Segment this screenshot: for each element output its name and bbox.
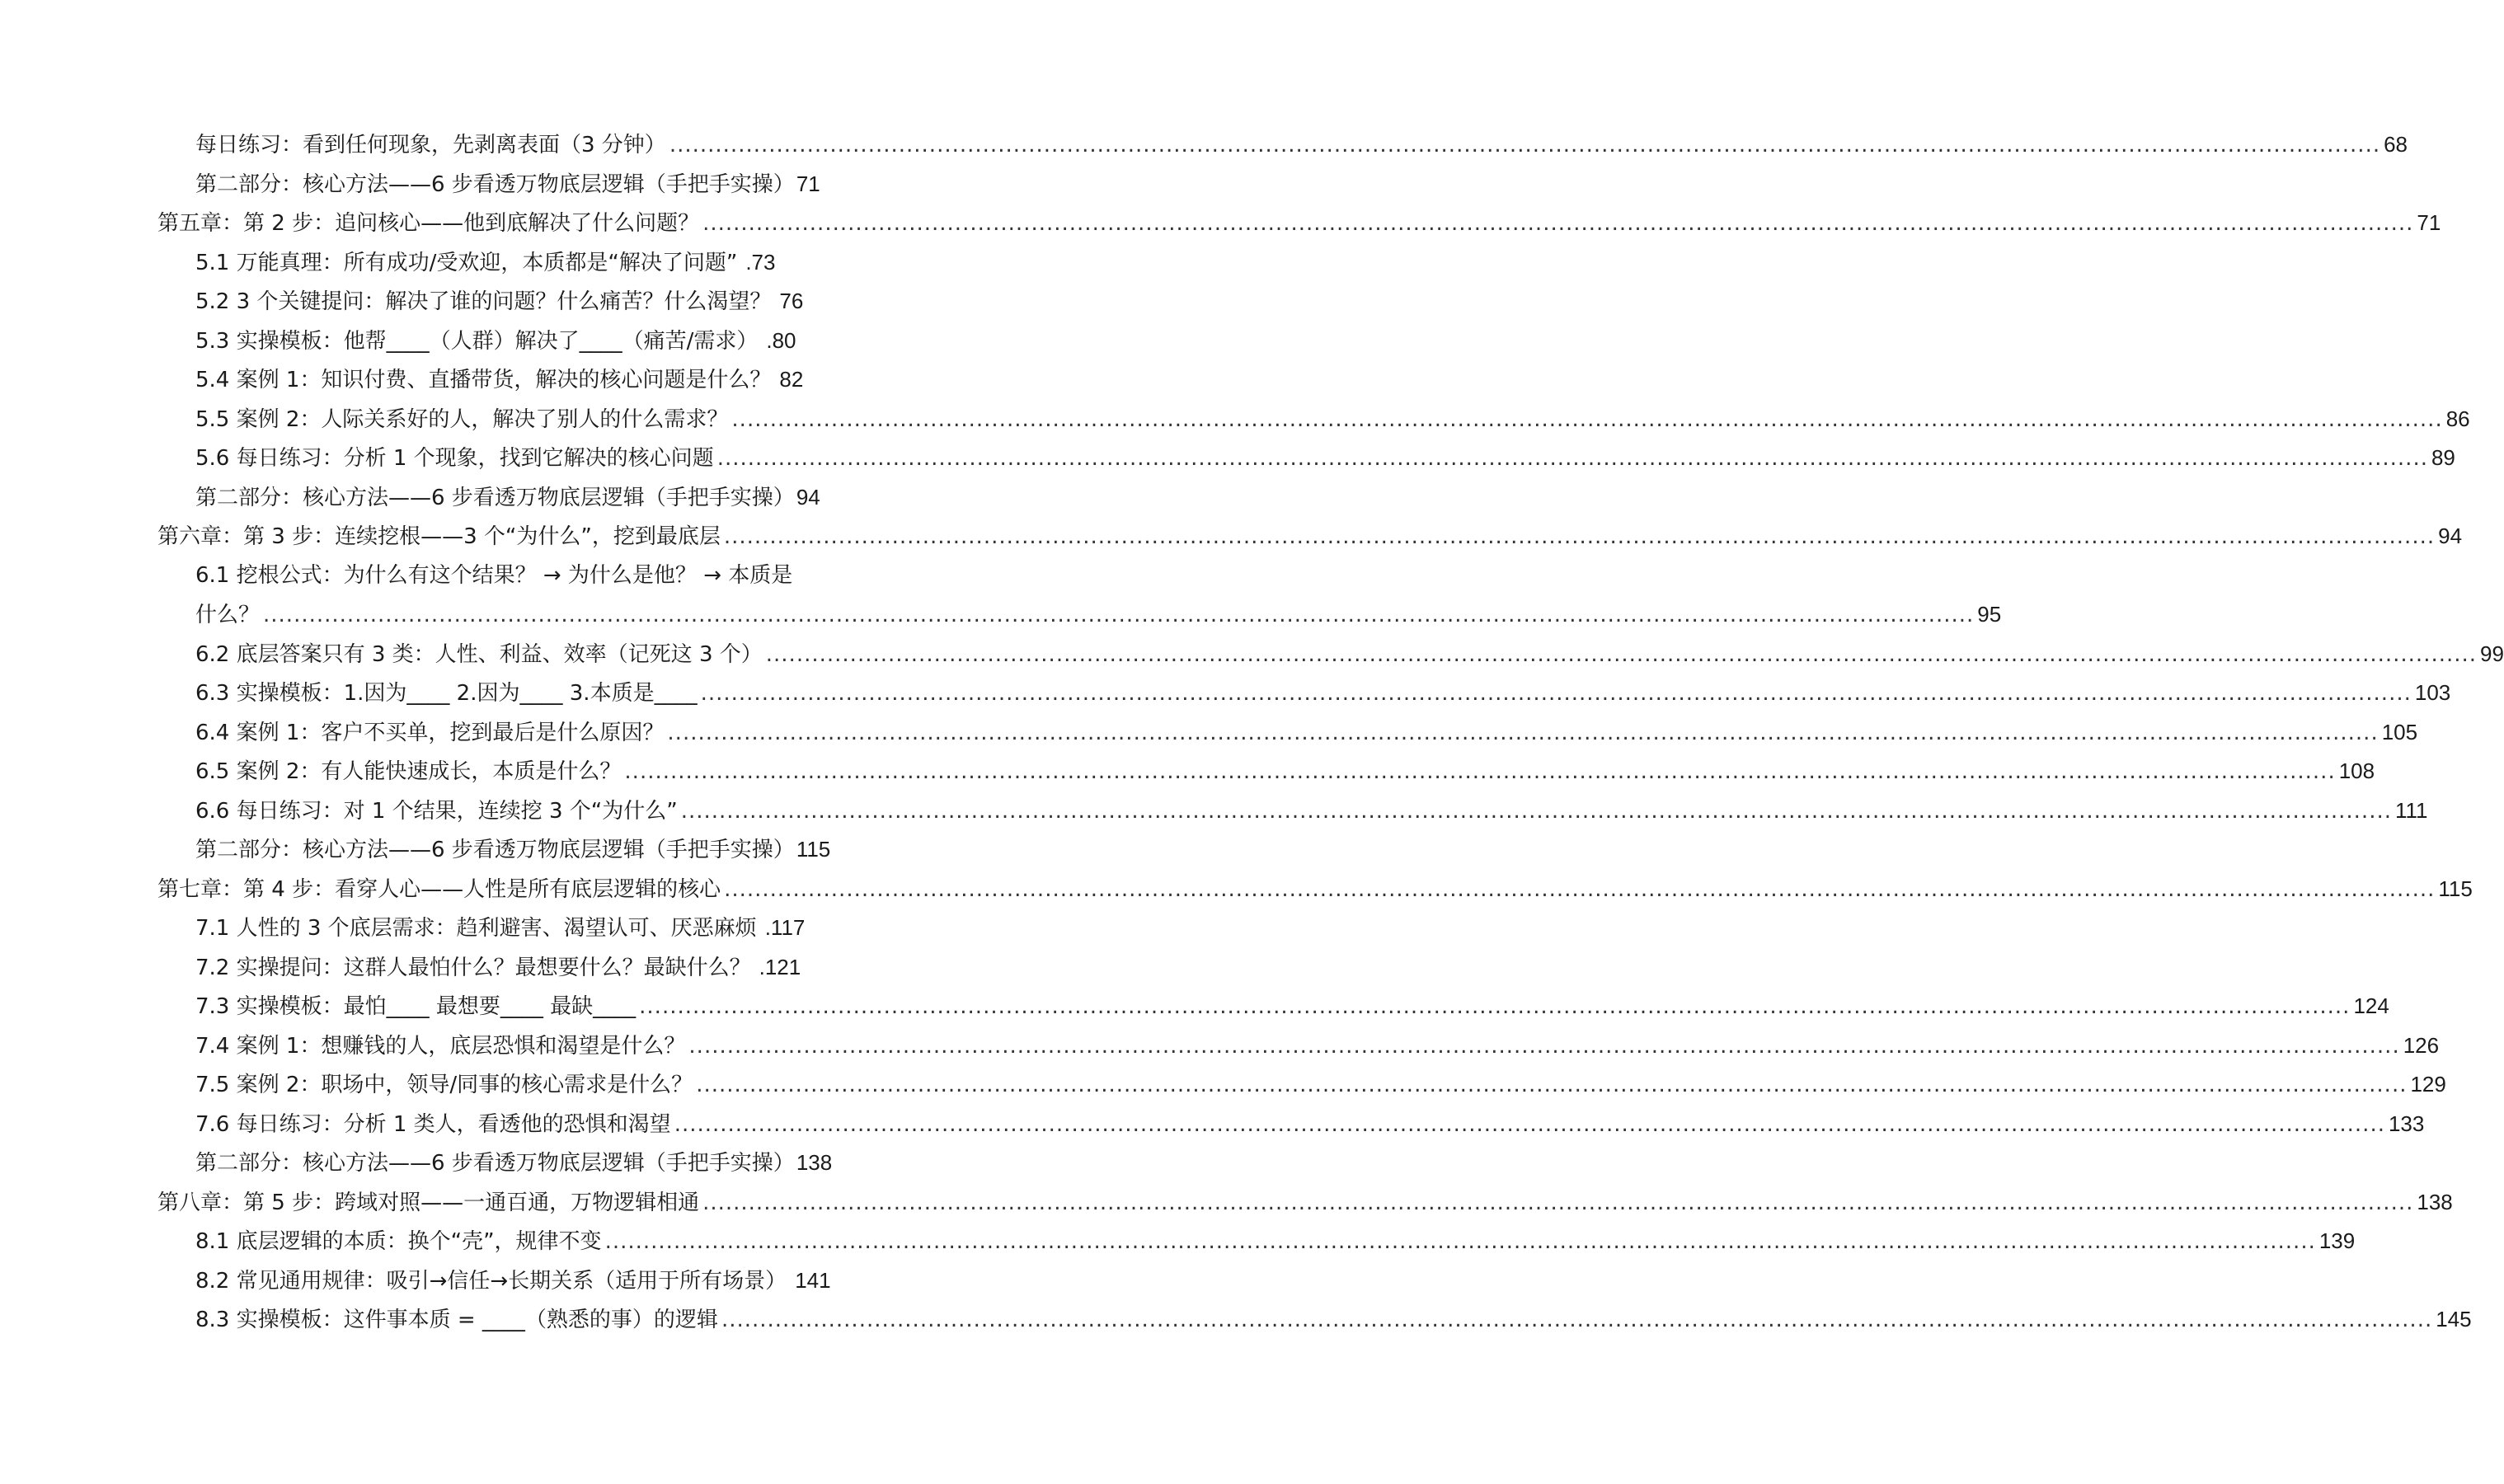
toc-section-entry[interactable]: [0, 1261, 867, 1301]
toc-entry-title: 6.3 实操模板：1.因为____ 2.因为____ 3.本质是____: [195, 681, 698, 706]
toc-entry-title: 7.1 人性的 3 个底层需求：趋利避害、渴望认可、厌恶麻烦: [195, 916, 757, 941]
toc-entry-title: 6.2 底层答案只有 3 类：人性、利益、效率（记死这 3 个）: [195, 641, 763, 667]
toc-section-entry[interactable]: [0, 1222, 2356, 1261]
toc-page-number: 111: [2394, 797, 2428, 823]
toc-page-number: 115: [796, 837, 831, 862]
toc-page-number: 138: [796, 1150, 833, 1175]
toc-entry-title: 7.3 实操模板：最怕____ 最想要____ 最缺____: [195, 994, 637, 1019]
toc-page-number: .117: [764, 915, 806, 940]
toc-section-entry[interactable]: [0, 125, 2408, 165]
toc-page-number: 108: [2338, 758, 2375, 783]
toc-section-entry[interactable]: [0, 948, 867, 988]
toc-dot-leader: [669, 126, 2380, 166]
toc-section-entry[interactable]: [0, 360, 867, 400]
toc-page-number: 86: [2445, 406, 2470, 431]
toc-entry-title: 6.5 案例 2：有人能快速成长，本质是什么？: [195, 759, 622, 784]
toc-page-number: 138: [2417, 1189, 2453, 1214]
toc-entry-title: 5.4 案例 1：知识付费、直播带货，解决的核心问题是什么？: [195, 368, 772, 392]
toc-section-entry[interactable]: [0, 322, 867, 361]
toc-entry-title: 第八章：第 5 步：跨域对照——一通百通，万物逻辑相通: [157, 1190, 700, 1215]
toc-section-entry[interactable]: [0, 595, 2002, 635]
toc-dot-leader: [605, 1223, 2316, 1262]
toc-section-entry[interactable]: [0, 674, 2451, 713]
toc-entry-title: 7.2 实操提问：这群人最怕什么？最想要什么？最缺什么？: [195, 955, 751, 980]
toc-section-entry[interactable]: [0, 1300, 2472, 1340]
toc-page-number: 124: [2353, 993, 2389, 1018]
toc-entry-title: 6.4 案例 1：客户不买单，挖到最后是什么原因？: [195, 720, 665, 745]
toc-page-number: 71: [2417, 210, 2441, 235]
toc-section-entry[interactable]: [0, 1105, 2425, 1144]
toc-entry-title: 7.6 每日练习：分析 1 类人，看透他的恐惧和渴望: [195, 1111, 671, 1137]
toc-entry-title: 第七章：第 4 步：看穿人心——人性是所有底层逻辑的核心: [157, 876, 721, 902]
toc-section-entry[interactable]: [0, 713, 2418, 753]
toc-entry-title: 5.1 万能真理：所有成功/受欢迎，本质都是“解决了问题”: [195, 250, 738, 275]
toc-page-number: 82: [779, 367, 804, 392]
toc-section-entry[interactable]: [0, 243, 867, 283]
toc-entry-title: 5.5 案例 2：人际关系好的人，解决了别人的什么需求？: [195, 406, 729, 432]
toc-section-entry[interactable]: [0, 1026, 2440, 1066]
toc-dot-leader: [696, 1066, 2407, 1106]
toc-entry-title: 8.3 实操模板：这件事本质 = ____（熟悉的事）的逻辑: [195, 1308, 718, 1332]
toc-dot-leader: [724, 518, 2435, 557]
toc-chapter-entry[interactable]: [0, 870, 2473, 909]
toc-page-number: 139: [2318, 1228, 2356, 1253]
toc-dot-leader: [701, 674, 2412, 714]
toc-section-entry[interactable]: [0, 987, 2389, 1026]
toc-section-entry[interactable]: [0, 909, 867, 948]
toc-entry-title: 5.2 3 个关键提问：解决了谁的问题？什么痛苦？什么渴望？: [195, 289, 772, 314]
toc-page-number: 94: [796, 484, 820, 510]
toc-dot-leader: [681, 792, 2392, 832]
toc-part-entry[interactable]: [0, 1144, 904, 1183]
toc-page-number: 103: [2414, 680, 2451, 705]
toc-page-number: 133: [2388, 1111, 2425, 1136]
toc-dot-leader: [731, 401, 2442, 440]
toc-entry-title: 第二部分：核心方法——6 步看透万物底层逻辑（手把手实操）: [195, 838, 795, 862]
toc-entry-title: 第五章：第 2 步：追问核心——他到底解决了什么问题？: [157, 211, 700, 236]
toc-dot-leader: [717, 439, 2428, 479]
toc-entry-title: 什么？: [195, 603, 261, 627]
toc-entry-title: 8.2 常见通用规律：吸引→信任→长期关系（适用于所有场景）: [195, 1268, 787, 1294]
toc-entry-title: 第二部分：核心方法——6 步看透万物底层逻辑（手把手实操）: [195, 171, 795, 197]
toc-entry-title: 5.6 每日练习：分析 1 个现象，找到它解决的核心问题: [195, 446, 714, 471]
toc-part-entry[interactable]: [0, 830, 904, 870]
toc-page-number: 145: [2436, 1307, 2472, 1331]
toc-page-number: 105: [2381, 719, 2418, 744]
toc-page-number: 71: [796, 171, 820, 196]
toc-chapter-entry[interactable]: [0, 517, 2463, 556]
toc-entry-title: 第二部分：核心方法——6 步看透万物底层逻辑（手把手实操）: [195, 1151, 795, 1176]
toc-entry-title: 5.3 实操模板：他帮____（人群）解决了____（痛苦/需求）: [195, 328, 759, 354]
toc-section-entry[interactable]: [0, 282, 867, 322]
toc-section-entry[interactable]: [0, 1065, 2446, 1105]
toc-entry-title: 第二部分：核心方法——6 步看透万物底层逻辑（手把手实操）: [195, 485, 795, 510]
toc-page-number: 76: [779, 289, 804, 313]
toc-entry-title: 6.6 每日练习：对 1 个结果，连续挖 3 个“为什么”: [195, 798, 678, 824]
toc-part-entry[interactable]: [0, 478, 904, 518]
toc-section-entry[interactable]: [0, 400, 2470, 439]
toc-chapter-entry[interactable]: [0, 204, 2441, 243]
toc-dot-leader: [639, 988, 2350, 1027]
toc-dot-leader: [702, 204, 2413, 244]
toc-dot-leader: [688, 1027, 2399, 1067]
toc-page-number: 68: [2384, 132, 2408, 157]
toc-entry-title: 8.1 底层逻辑的本质：换个“壳”，规律不变: [195, 1229, 602, 1254]
toc-part-entry[interactable]: [0, 165, 904, 204]
toc-entry-title: 每日练习：看到任何现象，先剥离表面（3 分钟）: [195, 133, 666, 157]
toc-page-number: 99: [2480, 641, 2504, 666]
toc-section-entry[interactable]: [0, 556, 867, 596]
toc-entry-title: 第六章：第 3 步：连续挖根——3 个“为什么”，挖到最底层: [157, 524, 721, 549]
toc-page-number: .121: [759, 954, 801, 979]
toc-section-entry[interactable]: [0, 752, 2375, 791]
toc-dot-leader: [624, 753, 2335, 792]
toc-page-number: 94: [2438, 524, 2463, 548]
toc-page-number: 129: [2410, 1072, 2446, 1097]
toc-entry-title: 6.1 挖根公式：为什么有这个结果？ → 为什么是他？ → 本质是: [195, 562, 793, 588]
toc-entry-title: 7.5 案例 2：职场中，领导/同事的核心需求是什么？: [195, 1073, 693, 1097]
toc-page-number: 115: [2438, 876, 2473, 901]
toc-section-entry[interactable]: [0, 635, 2504, 674]
toc-section-entry[interactable]: [0, 439, 2455, 478]
toc-dot-leader: [724, 871, 2435, 910]
toc-page-number: 89: [2431, 445, 2455, 470]
toc-dot-leader: [674, 1106, 2385, 1145]
toc-page-number: 126: [2403, 1032, 2440, 1058]
toc-dot-leader: [766, 636, 2477, 675]
table-of-contents: [0, 125, 2504, 1340]
toc-page-number: .80: [766, 327, 796, 353]
toc-dot-leader: [702, 1184, 2413, 1223]
toc-dot-leader: [263, 596, 1974, 636]
toc-dot-leader: [721, 1301, 2432, 1341]
toc-entry-title: 7.4 案例 1：想赚钱的人，底层恐惧和渴望是什么？: [195, 1033, 686, 1059]
toc-page-number: .73: [745, 249, 776, 275]
toc-chapter-entry[interactable]: [0, 1183, 2453, 1223]
toc-page-number: 95: [1977, 602, 2002, 627]
toc-dot-leader: [667, 714, 2378, 754]
toc-section-entry[interactable]: [0, 791, 2428, 831]
toc-page-number: 141: [795, 1267, 831, 1293]
